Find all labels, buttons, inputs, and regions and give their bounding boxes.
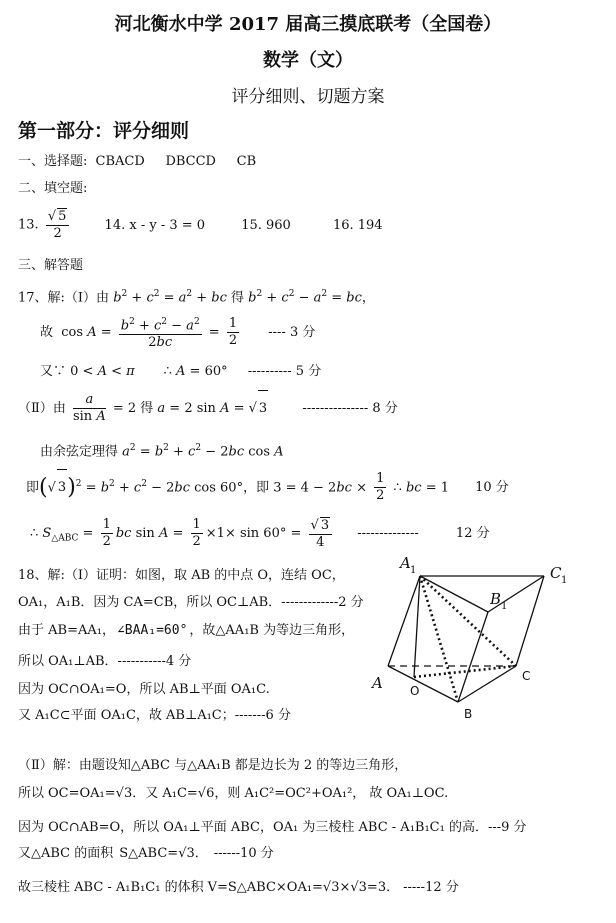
label-O: O <box>410 684 420 698</box>
fill-answers <box>18 208 383 243</box>
q13-label: 13. <box>18 217 39 233</box>
label-B: B <box>464 707 473 721</box>
q18-ii5: 故三棱柱 ABC - A₁B₁C₁ 的体积 V=S△ABC×OA₁=√3×√3=3． -----12 分 <box>18 880 459 895</box>
page-subtitle: 评分细则、切题方案 <box>231 87 385 107</box>
q18-p1: 18、解:（Ⅰ）证明：如图，取 AB 的中点 O，连结 OC， <box>18 568 345 583</box>
prism-figure <box>362 552 582 722</box>
section-solve-label: 三、解答题 <box>18 258 84 273</box>
q17-score-12: -------------- 12 分 <box>357 526 490 541</box>
section-fill-label: 二、填空题: <box>18 181 88 196</box>
q18-p2: OA₁，A₁B．因为 CA=CB，所以 OC⊥AB．-------------2 分 <box>18 595 364 610</box>
q17-score-5: ---------- 5 分 <box>247 364 322 379</box>
label-B1-sub: 1 <box>501 601 508 612</box>
label-C1-sub: 1 <box>561 575 568 586</box>
label-C: C <box>522 669 531 683</box>
section-choice-label: 一、选择题: <box>18 154 88 169</box>
angle-expr: ∠BAA₁=60° <box>116 623 188 638</box>
q17-line1: 17、解:（Ⅰ）由 $b^2 + c^2 = a^2$ + bc 得 $b^2 + c^2 - a^2$ = bc， <box>18 289 375 306</box>
section-choice <box>18 154 256 170</box>
q16-answer: 16. 194 <box>332 217 383 233</box>
q17-line3: 又∵ 0 < A < π ∴ A = 60° ---------- 5 分 <box>40 364 322 379</box>
q18-p4: 所以 OA₁⊥AB．-----------4 分 <box>18 654 192 669</box>
choice-answers: CBACD DBCCD CB <box>95 154 257 169</box>
label-A1: A <box>400 554 411 572</box>
part1-heading: 第一部分：评分细则 <box>18 120 190 142</box>
q18-ii1: （Ⅱ）解：由题设知△ABC 与△AA₁B 都是边长为 2 的等边三角形， <box>18 758 408 773</box>
q18-ii2: 所以 OC=OA₁=√3．又 A₁C=√6，则 A₁C²=OC²+OA₁²， 故 OA₁⊥OC. <box>18 786 449 801</box>
q18-p5: 因为 OC∩OA₁=O，所以 AB⊥平面 OA₁C. <box>18 682 270 697</box>
q18-ii4: 又△ABC 的面积 S△ABC=√3． ------10 分 <box>18 846 274 861</box>
q17-score-10: 10 分 <box>475 480 509 496</box>
page-title: 河北衡水中学 2017 届高三摸底联考（全国卷） <box>114 14 502 35</box>
q13-fraction: $\frac{√ 5}{2}$ <box>46 208 70 242</box>
q17-line4: （Ⅱ）由 $\frac{a}{\text{sin A}}$ = 2 得 a = 2 sin A = √ 3 --------------- 8 分 <box>18 390 398 427</box>
label-C1: C <box>550 564 562 582</box>
q18-ii3: 因为 OC∩AB=O，所以 OA₁⊥平面 ABC，OA₁ 为三棱柱 ABC - A₁B₁C₁ 的高．---9 分 <box>18 820 527 835</box>
q17-line2: 故 cos A = $\frac{b^2 + c^2 - a^2}{2bc}$ = $\frac{1}{2}$ ---- 3 分 <box>40 314 315 351</box>
q17-score-3: ---- 3 分 <box>268 325 316 341</box>
q17-score-8: --------------- 8 分 <box>302 401 398 416</box>
q18-p6: 又 A₁C⊂平面 OA₁C，故 AB⊥A₁C；-------6 分 <box>18 708 291 723</box>
q17-line6: 即(√ $3)^2 = b^2 + c^2 - 2bc$ cos 60°，即 3 = 4 − 2bc × $\frac{1}{2}$ ∴ bc = 1 10 分 <box>26 466 509 506</box>
subject-title: 数学（文） <box>263 50 353 71</box>
q17-line7: ∴ $S_{\triangle ABC}$ = $\frac{1}{2}$ bc sin A = $\frac{1}{2}$ ×1× sin 60° = $\frac{√ 3}{4}$ -------------- 12 分 <box>30 517 490 550</box>
label-A1-sub: 1 <box>410 565 417 576</box>
label-B1: B <box>490 590 502 608</box>
q17-line5: 由余弦定理得 $a^2 = b^2 + c^2 - 2bc$ cos A <box>40 443 284 460</box>
q18-p3: 由于 AB=AA₁， ∠BAA₁=60° ，故△AA₁B 为等边三角形， <box>18 623 355 638</box>
q15-answer: 15. 960 <box>241 217 291 233</box>
q14-answer: 14. x - y - 3 = 0 <box>104 217 206 233</box>
label-A: A <box>372 674 383 692</box>
